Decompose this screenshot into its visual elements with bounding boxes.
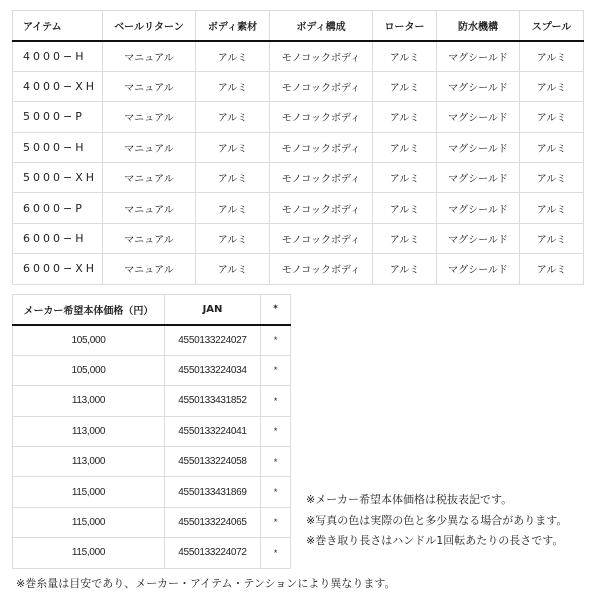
cell-jan: 4550133431869 bbox=[165, 477, 261, 507]
cell-mark: * bbox=[261, 386, 291, 416]
header-price: メーカー希望本体価格（円） bbox=[13, 295, 165, 325]
table-row bbox=[13, 355, 291, 385]
note-retrieve-length: ※巻き取り長さはハンドル1回転あたりの長さです。 bbox=[306, 534, 564, 547]
cell-spool: アルミ bbox=[520, 193, 584, 223]
cell-spool: アルミ bbox=[520, 162, 584, 192]
cell-bail-return: マニュアル bbox=[103, 102, 196, 132]
spec-table bbox=[12, 10, 584, 285]
cell-mark: * bbox=[261, 507, 291, 537]
cell-item: 6000−XH bbox=[13, 254, 103, 284]
table-row bbox=[13, 193, 584, 223]
cell-jan: 4550133224027 bbox=[165, 325, 261, 355]
table-row bbox=[13, 132, 584, 162]
cell-rotor: アルミ bbox=[373, 41, 437, 71]
cell-body-construction: モノコックボディ bbox=[270, 254, 373, 284]
table-row bbox=[13, 162, 584, 192]
table-row bbox=[13, 71, 584, 101]
cell-bail-return: マニュアル bbox=[103, 223, 196, 253]
cell-waterproof: マグシールド bbox=[437, 71, 520, 101]
table-row bbox=[13, 538, 291, 568]
header-jan: JAN bbox=[165, 295, 261, 325]
cell-jan: 4550133224058 bbox=[165, 446, 261, 476]
cell-rotor: アルミ bbox=[373, 193, 437, 223]
cell-price: 115,000 bbox=[13, 538, 165, 568]
cell-body-construction: モノコックボディ bbox=[270, 193, 373, 223]
cell-rotor: アルミ bbox=[373, 223, 437, 253]
cell-waterproof: マグシールド bbox=[437, 132, 520, 162]
cell-spool: アルミ bbox=[520, 41, 584, 71]
cell-jan: 4550133224065 bbox=[165, 507, 261, 537]
cell-body-construction: モノコックボディ bbox=[270, 71, 373, 101]
price-table bbox=[12, 294, 291, 569]
cell-bail-return: マニュアル bbox=[103, 193, 196, 223]
cell-body-material: アルミ bbox=[196, 102, 270, 132]
cell-price: 115,000 bbox=[13, 477, 165, 507]
cell-price: 105,000 bbox=[13, 325, 165, 355]
cell-body-material: アルミ bbox=[196, 41, 270, 71]
cell-rotor: アルミ bbox=[373, 102, 437, 132]
cell-rotor: アルミ bbox=[373, 132, 437, 162]
table-row bbox=[13, 102, 584, 132]
cell-bail-return: マニュアル bbox=[103, 71, 196, 101]
cell-spool: アルミ bbox=[520, 102, 584, 132]
cell-body-material: アルミ bbox=[196, 193, 270, 223]
cell-bail-return: マニュアル bbox=[103, 132, 196, 162]
cell-waterproof: マグシールド bbox=[437, 193, 520, 223]
cell-bail-return: マニュアル bbox=[103, 41, 196, 71]
cell-spool: アルミ bbox=[520, 132, 584, 162]
cell-rotor: アルミ bbox=[373, 162, 437, 192]
cell-price: 113,000 bbox=[13, 386, 165, 416]
notes-right bbox=[306, 490, 567, 552]
cell-jan: 4550133224034 bbox=[165, 355, 261, 385]
cell-rotor: アルミ bbox=[373, 254, 437, 284]
price-table-header-row bbox=[13, 295, 291, 325]
table-row bbox=[13, 41, 584, 71]
cell-body-material: アルミ bbox=[196, 132, 270, 162]
cell-mark: * bbox=[261, 538, 291, 568]
header-waterproof: 防水機構 bbox=[437, 11, 520, 41]
cell-jan: 4550133224072 bbox=[165, 538, 261, 568]
cell-item: 6000−H bbox=[13, 223, 103, 253]
cell-rotor: アルミ bbox=[373, 71, 437, 101]
table-row bbox=[13, 223, 584, 253]
cell-bail-return: マニュアル bbox=[103, 254, 196, 284]
cell-waterproof: マグシールド bbox=[437, 102, 520, 132]
cell-body-construction: モノコックボディ bbox=[270, 162, 373, 192]
price-table-body bbox=[13, 325, 291, 568]
note-color: ※写真の色は実際の色と多少異なる場合があります。 bbox=[306, 513, 568, 527]
cell-price: 113,000 bbox=[13, 416, 165, 446]
cell-jan: 4550133224041 bbox=[165, 416, 261, 446]
cell-price: 115,000 bbox=[13, 507, 165, 537]
cell-item: 4000−H bbox=[13, 41, 103, 71]
spec-table-header-row bbox=[13, 11, 584, 41]
cell-body-material: アルミ bbox=[196, 71, 270, 101]
header-rotor: ローター bbox=[373, 11, 437, 41]
cell-mark: * bbox=[261, 446, 291, 476]
header-bail-return: ベールリターン bbox=[103, 11, 196, 41]
cell-item: 5000−XH bbox=[13, 162, 103, 192]
note-tax: ※メーカー希望本体価格は税抜表記です。 bbox=[306, 493, 513, 506]
cell-mark: * bbox=[261, 355, 291, 385]
cell-waterproof: マグシールド bbox=[437, 162, 520, 192]
cell-price: 113,000 bbox=[13, 446, 165, 476]
cell-item: 5000−H bbox=[13, 132, 103, 162]
table-row bbox=[13, 254, 584, 284]
cell-body-material: アルミ bbox=[196, 162, 270, 192]
cell-item: 5000−P bbox=[13, 102, 103, 132]
cell-body-construction: モノコックボディ bbox=[270, 102, 373, 132]
cell-body-construction: モノコックボディ bbox=[270, 41, 373, 71]
cell-body-material: アルミ bbox=[196, 223, 270, 253]
cell-body-construction: モノコックボディ bbox=[270, 132, 373, 162]
table-row bbox=[13, 477, 291, 507]
cell-spool: アルミ bbox=[520, 254, 584, 284]
header-item: アイテム bbox=[13, 11, 103, 41]
table-row bbox=[13, 507, 291, 537]
cell-mark: * bbox=[261, 477, 291, 507]
cell-body-material: アルミ bbox=[196, 254, 270, 284]
cell-bail-return: マニュアル bbox=[103, 162, 196, 192]
cell-jan: 4550133431852 bbox=[165, 386, 261, 416]
note-line-capacity: ※巻糸量は目安であり、メーカー・アイテム・テンションにより異なります。 bbox=[16, 577, 396, 590]
cell-item: 6000−P bbox=[13, 193, 103, 223]
cell-mark: * bbox=[261, 416, 291, 446]
table-row bbox=[13, 446, 291, 476]
cell-waterproof: マグシールド bbox=[437, 254, 520, 284]
table-row bbox=[13, 386, 291, 416]
cell-body-construction: モノコックボディ bbox=[270, 223, 373, 253]
cell-spool: アルミ bbox=[520, 71, 584, 101]
cell-waterproof: マグシールド bbox=[437, 223, 520, 253]
header-mark: * bbox=[261, 295, 291, 325]
spec-table-body bbox=[13, 41, 584, 284]
table-row bbox=[13, 325, 291, 355]
table-row bbox=[13, 416, 291, 446]
cell-price: 105,000 bbox=[13, 355, 165, 385]
cell-mark: * bbox=[261, 325, 291, 355]
header-spool: スプール bbox=[520, 11, 584, 41]
header-body-construction: ボディ構成 bbox=[270, 11, 373, 41]
header-body-material: ボディ素材 bbox=[196, 11, 270, 41]
cell-waterproof: マグシールド bbox=[437, 41, 520, 71]
cell-spool: アルミ bbox=[520, 223, 584, 253]
cell-item: 4000−XH bbox=[13, 71, 103, 101]
